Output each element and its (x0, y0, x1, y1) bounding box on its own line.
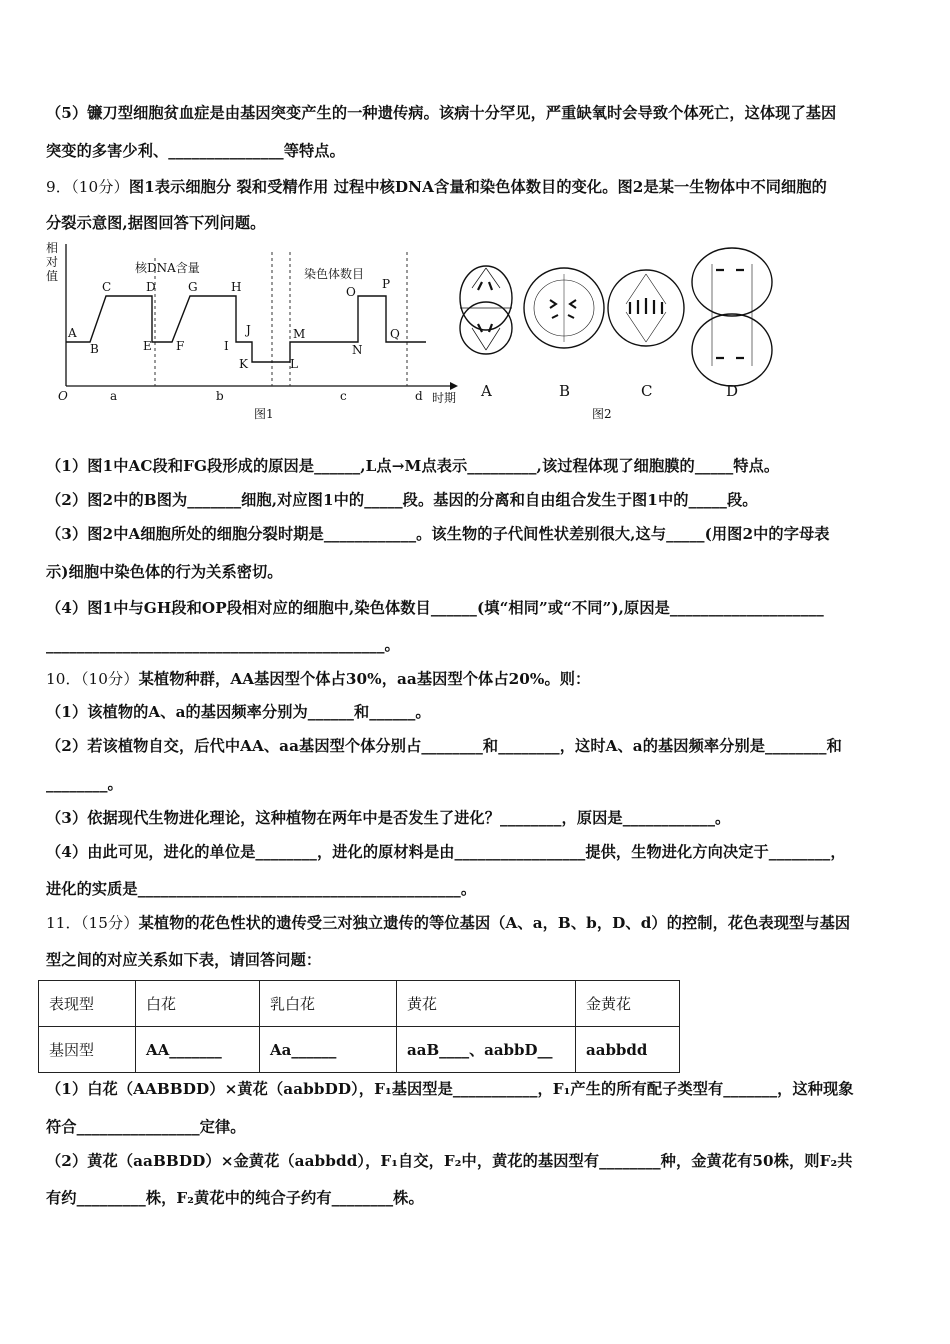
point-label-F: F (176, 339, 185, 353)
cell-label-c: C (641, 382, 653, 400)
point-label-A: A (68, 326, 77, 340)
text-line: 型之间的对应关系如下表，请回答问题： (46, 951, 322, 969)
question-9-1: （1）图1中AC段和FG段形成的原因是______,L点→M点表示_________,该过程体现了细胞膜的_____特点。 (46, 457, 780, 475)
cell-label-d: D (726, 382, 739, 400)
question-10-2: （2）若该植物自交，后代中AA、aa基因型个体分别占________和________，这时A、a的基因频率分别是________和 (46, 737, 842, 755)
figure-2-cells (460, 248, 772, 386)
point-label-Q: Q (390, 327, 400, 341)
question-11-stem: 11．（15分）某植物的花色性状的遗传受三对独立遗传的等位基因（A、a，B、b，D、d）的控制，花色表现型与基因 (46, 914, 851, 932)
y-axis-label-3: 值 (46, 269, 59, 283)
point-label-M: M (293, 327, 306, 341)
question-11-1: （1）白花（AABBDD）×黄花（aabbDD），F₁基因型是___________，F₁产生的所有配子类型有_______，这种现象 (46, 1080, 854, 1098)
genotype-table (38, 980, 680, 1073)
table-cell: 基因型 (39, 1027, 136, 1073)
figure-1-graph (46, 240, 458, 421)
question-9-3: （3）图2中A细胞所处的细胞分裂时期是____________。该生物的子代间性状差别很大,这与_____(用图2中的字母表 (46, 525, 830, 543)
text-line: 符合________________定律。 (46, 1118, 246, 1136)
cell-d (692, 248, 772, 386)
figure-2-caption: 图2 (592, 407, 612, 421)
y-axis-label-1: 相 (46, 241, 59, 255)
point-label-K: K (239, 357, 248, 371)
table-cell: 黄花 (397, 981, 576, 1027)
origin-label: O (58, 389, 68, 403)
point-label-L: L (290, 357, 298, 371)
point-label-O: O (346, 285, 356, 299)
figure-1-caption: 图1 (254, 407, 274, 421)
x-axis-label: 时期 (432, 391, 457, 405)
table-cell: 表现型 (39, 981, 136, 1027)
table-row (39, 1027, 680, 1073)
point-label-I: I (224, 339, 229, 353)
point-label-J: J (246, 323, 251, 337)
point-label-G: G (188, 280, 198, 294)
y-axis-label-2: 对 (46, 255, 59, 269)
question-10-1: （1）该植物的A、a的基因频率分别为______和______。 (46, 703, 431, 721)
point-label-P: P (382, 277, 391, 291)
table-cell: aabbdd (576, 1027, 680, 1073)
point-label-E: E (143, 339, 152, 353)
text-line: 示)细胞中染色体的行为关系密切。 (46, 563, 283, 581)
table-cell: 金黄花 (576, 981, 680, 1027)
point-label-C: C (102, 280, 112, 294)
segment-label-c: c (340, 389, 347, 403)
cell-label-a: A (481, 382, 492, 400)
dna-content-label: 核DNA含量 (135, 261, 200, 275)
text-line: 进化的实质是__________________________________________。 (46, 880, 477, 898)
question-9-2: （2）图2中的B图为_______细胞,对应图1中的_____段。基因的分离和自由组合发生于图1中的_____段。 (46, 491, 758, 509)
text-line: 分裂示意图,据图回答下列问题。 (46, 214, 266, 232)
table-cell: 乳白花 (260, 981, 397, 1027)
question-9-stem: 9．（10分）图1表示细胞分 裂和受精作用 过程中核DNA含量和染色体数目的变化。图2是某一生物体中不同细胞的 (46, 178, 827, 196)
table-cell: 白花 (136, 981, 260, 1027)
question-11-2: （2）黄花（aaBBDD）×金黄花（aabbdd），F₁自交，F₂中，黄花的基因型有________种，金黄花有50株，则F₂共 (46, 1152, 853, 1170)
segment-label-b: b (216, 389, 224, 403)
text-line: ________。 (46, 775, 123, 793)
chromosome-number-label: 染色体数目 (304, 267, 365, 281)
segment-label-a: a (110, 389, 118, 403)
question-10-4: （4）由此可见，进化的单位是________，进化的原材料是由_________________提供，生物进化方向决定于________， (46, 843, 846, 861)
figure-area (40, 238, 920, 428)
text-line: ____________________________________________。 (46, 636, 400, 654)
table-cell: Aa______ (260, 1027, 397, 1073)
cell-c (608, 270, 684, 346)
text-line: （5）镰刀型细胞贫血症是由基因突变产生的一种遗传病。该病十分罕见，严重缺氧时会导致个体死亡，这体现了基因 (46, 104, 837, 122)
question-10-3: （3）依据现代生物进化理论，这种植物在两年中是否发生了进化？________，原因是____________。 (46, 809, 731, 827)
cell-label-b: B (559, 382, 571, 400)
table-row (39, 981, 680, 1027)
question-9-4: （4）图1中与GH段和OP段相对应的细胞中,染色体数目______(填“相同”或“不同”),原因是____________________ (46, 599, 824, 617)
table-cell: AA_______ (136, 1027, 260, 1073)
question-10-stem: 10．（10分）某植物种群，AA基因型个体占30%，aa基因型个体占20%。则： (46, 670, 591, 688)
segment-label-d: d (415, 389, 423, 403)
text-line: 突变的多害少利、_______________等特点。 (46, 142, 345, 160)
cell-b (524, 268, 604, 348)
point-label-B: B (90, 342, 99, 356)
point-label-D: D (146, 280, 156, 294)
table-cell: aaB____、aabbD__ (397, 1027, 576, 1073)
point-label-N: N (352, 343, 363, 357)
point-label-H: H (231, 280, 242, 294)
text-line: 有约_________株，F₂黄花中的纯合子约有________株。 (46, 1189, 424, 1207)
cell-a (460, 266, 512, 354)
